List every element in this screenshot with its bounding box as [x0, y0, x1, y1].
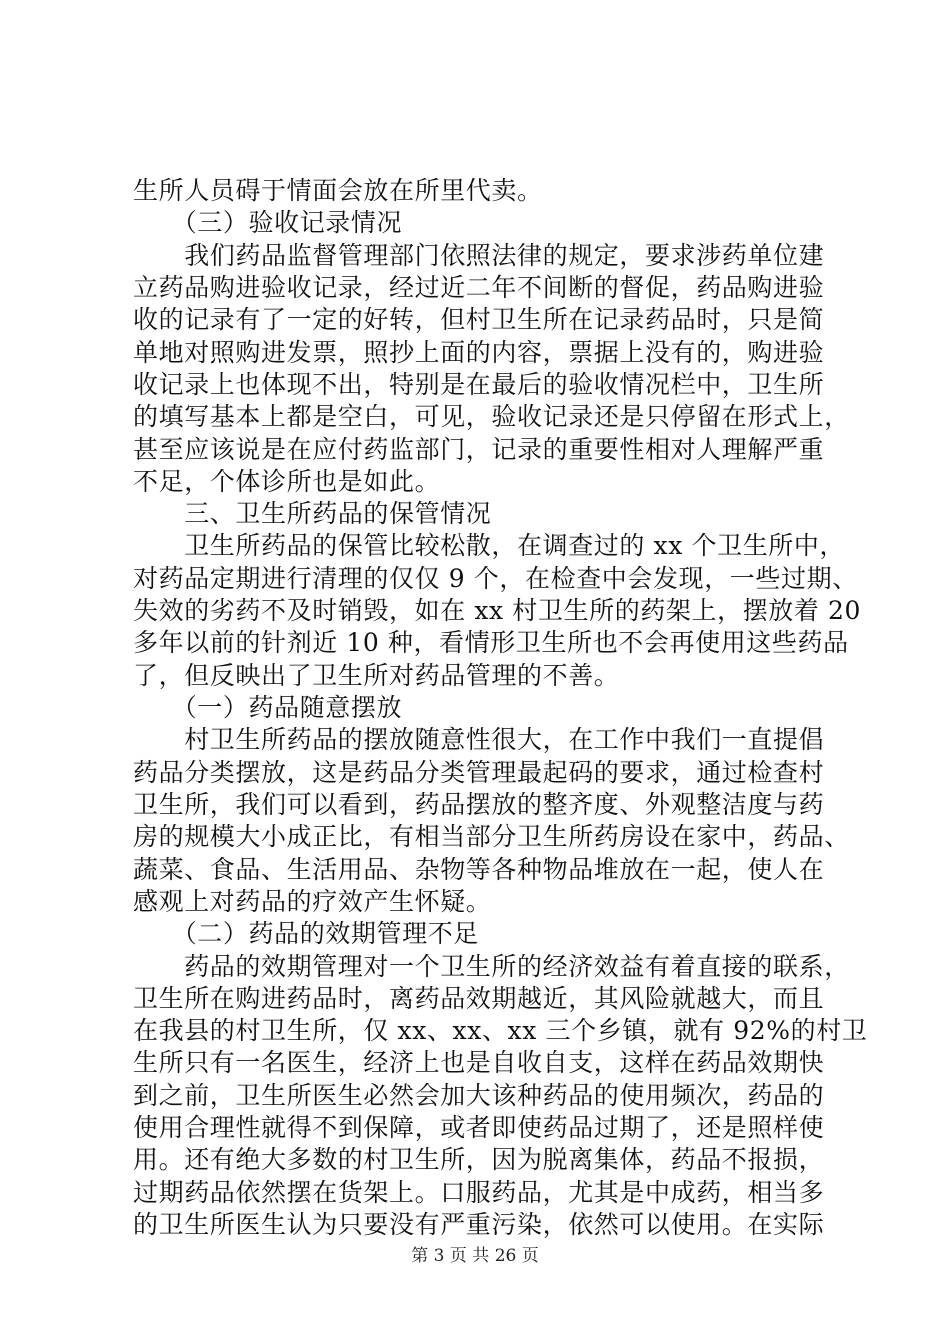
body-text-line: 药品分类摆放，这是药品分类管理最起码的要求，通过检查村 — [133, 758, 825, 787]
section-heading: （二）药品的效期管理不足 — [133, 919, 479, 948]
body-text-line: 生所只有一名医生，经济上也是自收自支，这样在药品效期快 — [133, 1048, 825, 1077]
page-number-footer: 第 3 页 共 26 页 — [411, 1246, 539, 1266]
body-text-line: 生所人员碍于情面会放在所里代卖。 — [133, 176, 543, 205]
body-text-line: 单地对照购进发票，照抄上面的内容，票据上没有的，购进验 — [133, 338, 825, 367]
body-text-line: 村卫生所药品的摆放随意性很大，在工作中我们一直提倡 — [133, 725, 825, 754]
body-text-line: 对药品定期进行清理的仅仅 9 个，在检查中会发现，一些过期、 — [133, 564, 858, 593]
body-text-line: 卫生所，我们可以看到，药品摆放的整齐度、外观整洁度与药 — [133, 790, 825, 819]
body-text-line: 过期药品依然摆在货架上。口服药品，尤其是中成药，相当多 — [133, 1178, 825, 1207]
body-text-line: 了，但反映出了卫生所对药品管理的不善。 — [133, 661, 620, 690]
body-text-line: 不足，个体诊所也是如此。 — [133, 467, 441, 496]
section-heading: 三、卫生所药品的保管情况 — [133, 499, 492, 528]
section-heading: （三）验收记录情况 — [133, 208, 403, 237]
body-text-line: 蔬菜、食品、生活用品、杂物等各种物品堆放在一起，使人在 — [133, 855, 825, 884]
body-text-line: 收记录上也体现不出，特别是在最后的验收情况栏中，卫生所 — [133, 370, 825, 399]
section-heading: （一）药品随意摆放 — [133, 693, 403, 722]
body-text-line: 的卫生所医生认为只要没有严重污染，依然可以使用。在实际 — [133, 1210, 825, 1239]
body-text-line: 立药品购进验收记录，经过近二年不间断的督促，药品购进验 — [133, 273, 825, 302]
body-text-line: 到之前，卫生所医生必然会加大该种药品的使用频次，药品的 — [133, 1081, 825, 1110]
body-text-line: 卫生所药品的保管比较松散，在调查过的 xx 个卫生所中， — [133, 531, 846, 560]
body-text-line: 使用合理性就得不到保障，或者即使药品过期了，还是照样使 — [133, 1113, 825, 1142]
body-text-line: 卫生所在购进药品时，离药品效期越近，其风险就越大，而且 — [133, 984, 825, 1013]
body-text-line: 用。还有绝大多数的村卫生所，因为脱离集体，药品不报损， — [133, 1145, 825, 1174]
body-text-line: 的填写基本上都是空白，可见，验收记录还是只停留在形式上， — [133, 402, 850, 431]
body-text-line: 感观上对药品的疗效产生怀疑。 — [133, 887, 492, 916]
body-text-line: 房的规模大小成正比，有相当部分卫生所药房设在家中，药品、 — [133, 822, 850, 851]
body-text-line: 我们药品监督管理部门依照法律的规定，要求涉药单位建 — [133, 241, 825, 270]
body-text-line: 在我县的村卫生所，仅 xx、xx、xx 三个乡镇，就有 92%的村卫 — [133, 1016, 868, 1045]
body-text-line: 药品的效期管理对一个卫生所的经济效益有着直接的联系， — [133, 952, 850, 981]
body-text-line: 收的记录有了一定的好转，但村卫生所在记录药品时，只是简 — [133, 305, 825, 334]
body-text-line: 失效的劣药不及时销毁，如在 xx 村卫生所的药架上，摆放着 20 — [133, 596, 862, 625]
body-text-line: 多年以前的针剂近 10 种，看情形卫生所也不会再使用这些药品 — [133, 628, 849, 657]
body-text-line: 甚至应该说是在应付药监部门，记录的重要性相对人理解严重 — [133, 435, 825, 464]
